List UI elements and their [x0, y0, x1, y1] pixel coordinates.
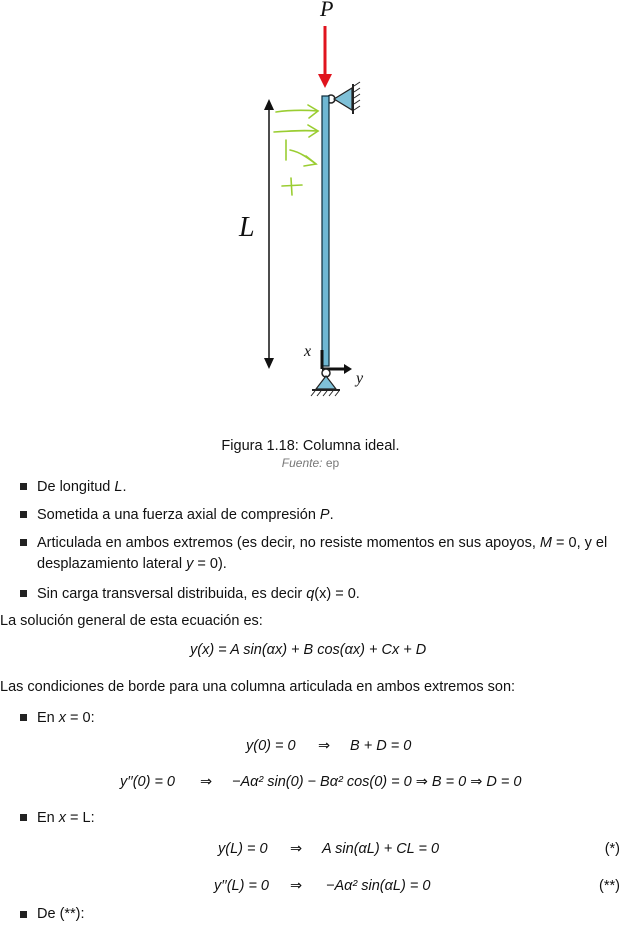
bullet-length: De longitud L.	[37, 479, 127, 495]
bullet-marker	[20, 711, 30, 721]
bullet-marker	[20, 480, 30, 490]
case-x-zero: En x = 0:	[37, 710, 95, 726]
bullet-marker	[20, 587, 30, 597]
equation-yl-right: A sin(αL) + CL = 0	[322, 841, 440, 857]
equation-number-star: (*)	[604, 841, 620, 857]
case-x-l: En x = L:	[37, 810, 95, 826]
load-arrow	[318, 26, 332, 88]
bullet-pinned-ends: Articulada en ambos extremos (es decir, no resiste momentos en sus apoyos, M = 0, y el desplazamiento lateral y = 0).	[37, 535, 608, 572]
bullet-marker	[20, 811, 30, 821]
bullet-marker	[20, 508, 30, 518]
equation-yppl-arrow: ⇒	[290, 878, 303, 894]
figure-source	[0, 456, 621, 470]
equation-y0-right: B + D = 0	[350, 738, 412, 754]
bullet-marker	[20, 908, 30, 918]
bullet-no-transverse-load: Sin carga transversal distribuida, es decir q(x) = 0.	[37, 586, 360, 602]
bottom-hinge-support	[311, 369, 340, 396]
source-label: Fuente:	[281, 456, 323, 470]
equation-yl-arrow: ⇒	[290, 841, 303, 857]
top-hinge-support	[327, 82, 360, 114]
equation-y0-arrow: ⇒	[318, 738, 331, 754]
case-from-double-star: De (**):	[37, 906, 85, 922]
equation-general-solution: y(x) = A sin(αx) + B cos(αx) + Cx + D	[190, 642, 427, 658]
x-axis-label: x	[304, 343, 312, 360]
equation-yppl-left: y′′(L) = 0	[214, 878, 269, 894]
equation-ypp0-right: −Aα² sin(0) − Bα² cos(0) = 0 ⇒ B = 0 ⇒ D = 0	[232, 774, 522, 790]
source-value: ep	[325, 456, 340, 470]
y-axis-label: y	[356, 370, 364, 387]
bullet-marker	[20, 536, 30, 546]
equation-y0-left: y(0) = 0	[246, 738, 296, 754]
paragraph-general-solution: La solución general de esta ecuación es:	[0, 613, 263, 629]
figure-caption: Figura 1.18: Columna ideal.	[221, 438, 400, 454]
paragraph-boundary-conditions: Las condiciones de borde para una columna articulada en ambos extremos son:	[0, 679, 516, 695]
equation-yppl-right: −Aα² sin(αL) = 0	[326, 878, 431, 894]
length-label: L	[239, 212, 255, 243]
column-figure	[0, 0, 621, 410]
load-label: P	[320, 0, 334, 21]
equation-yl-left: y(L) = 0	[218, 841, 268, 857]
equation-number-double-star: (**)	[599, 878, 620, 894]
bullet-axial-load: Sometida a una fuerza axial de compresión P.	[37, 507, 334, 523]
length-dimension-arrow	[264, 99, 274, 369]
equation-ypp0-arrow: ⇒	[200, 774, 213, 790]
equation-ypp0-left: y′′(0) = 0	[120, 774, 175, 790]
column-body	[322, 96, 329, 366]
handwritten-annotation	[274, 105, 318, 195]
